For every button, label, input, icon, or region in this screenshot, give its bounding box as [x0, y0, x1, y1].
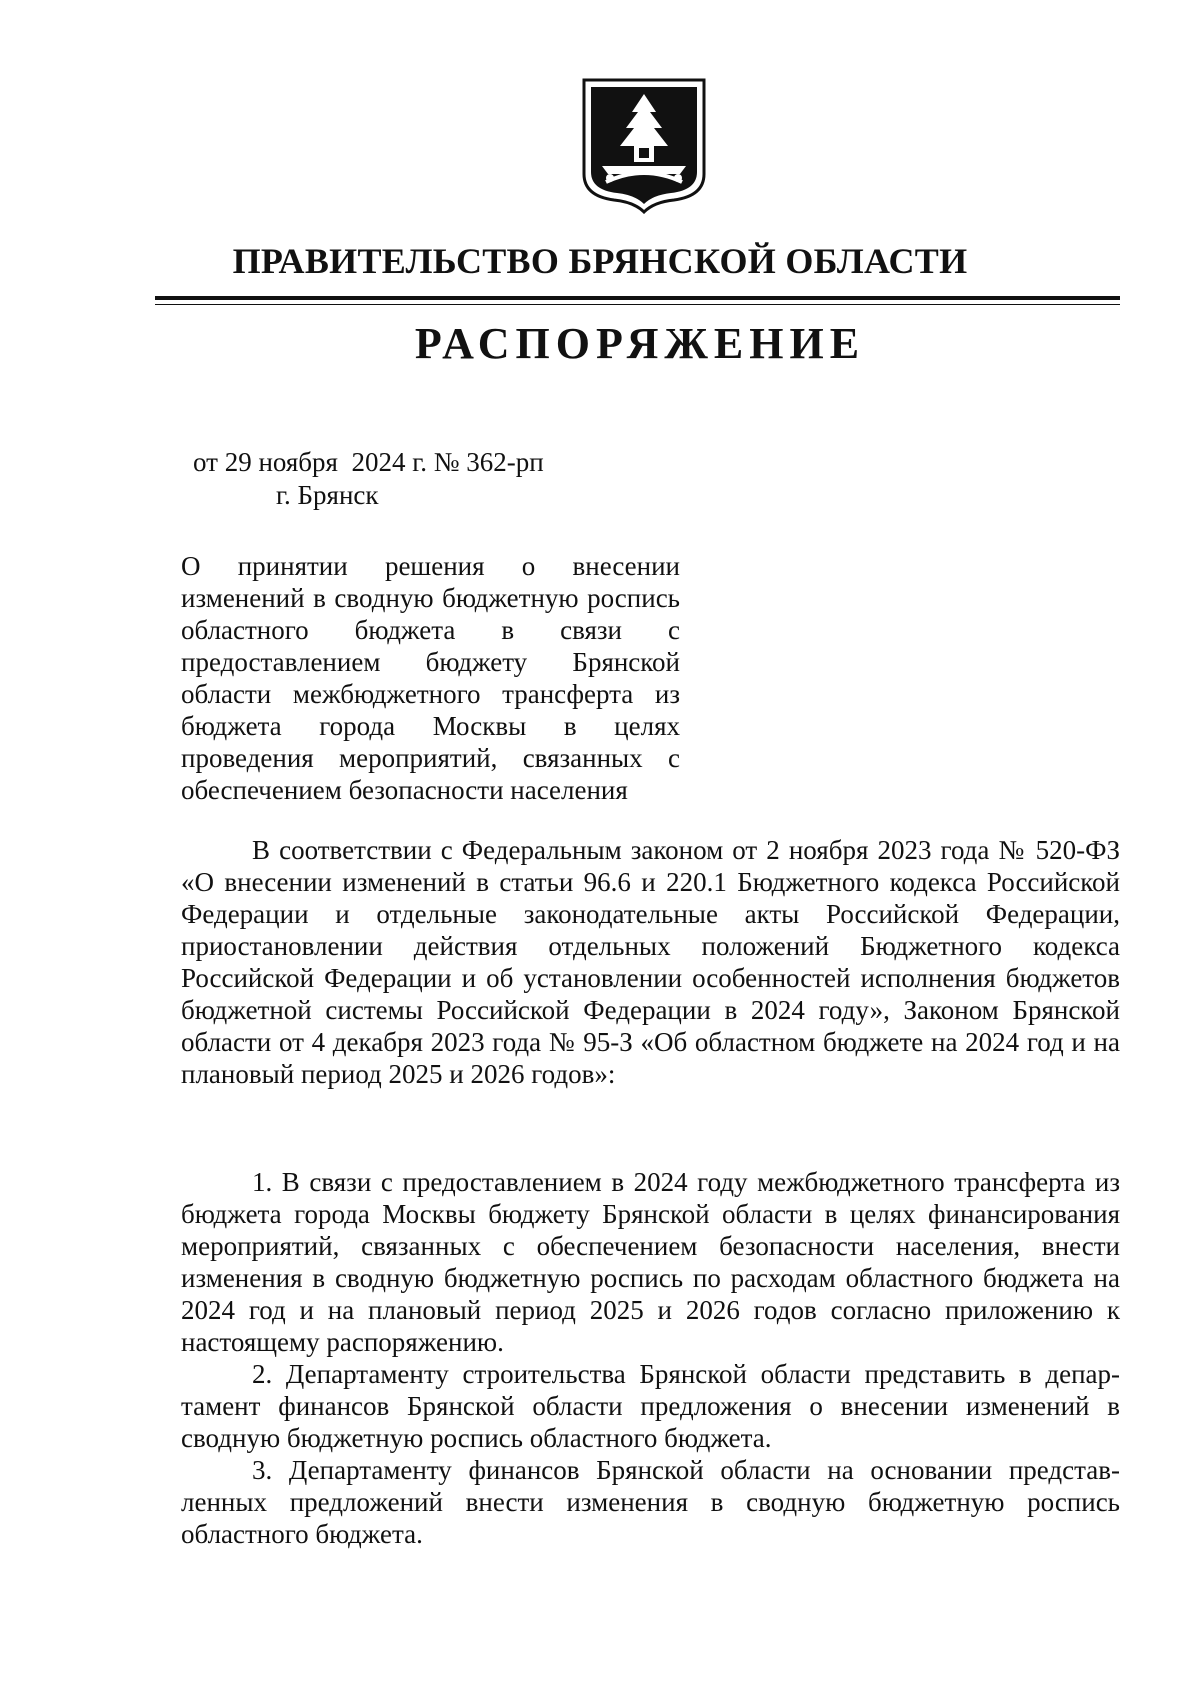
header-rule-thin [155, 304, 1120, 305]
resolution-item-2: 2. Департаменту строительства Брянской области представить в департамент финансов Брянской области предложения о внесении изменений в сводную бюджетную роспись областного бюджета. [181, 1359, 1120, 1453]
document-subject: О принятии решения о внесении изменений в сводную бюджетную роспись областного бюджета в связи с предоставлением бюджету Брянской области межбюджетного трансферта из бюджета города Москвы в целях проведения мероприятий, связанных с обеспечением безопасности населения [181, 551, 680, 805]
date-and-number: от 29 ноября 2024 г. № 362-рп [193, 447, 544, 477]
header-rule-thick [155, 296, 1120, 300]
city: г. Брянск [276, 480, 379, 510]
resolution-item-3: 3. Департаменту финансов Брянской области на основании представленных предложений внести изменения в сводную бюджетную роспись областного бюджета. [181, 1455, 1120, 1549]
resolution-item-1: 1. В связи с предоставлением в 2024 году межбюджетного трансферта из бюджета города Москвы бюджету Брянской области в целях финансирования мероприятий, связанных с обеспечением безопасности населения, внести изменения в сводную бюджетную роспись по расходам областного бюджета на 2024 год и на плановый период 2025 и 2026 годов согласно приложению к настоящему распоряжению. [181, 1167, 1120, 1357]
preamble [181, 834, 1120, 1090]
bryansk-coat-of-arms-icon [582, 78, 706, 214]
document-type-title: РАСПОРЯЖЕНИЕ [414, 319, 866, 368]
government-title: ПРАВИТЕЛЬСТВО БРЯНСКОЙ ОБЛАСТИ [232, 241, 968, 281]
preamble-paragraph: В соответствии с Федеральным законом от 2 ноября 2023 года № 520-ФЗ «О внесении изменений в статьи 96.6 и 220.1 Бюджетного кодекса Российской Федерации и отдельные законодательные акты Российской Федерации, приостановлении действия отдельных положений Бюджетного кодекса Российской Федерации и об установлении особенностей исполнения бюджетов бюджетной системы Российской Федерации в 2024 году», Законом Брянской области от 4 декабря 2023 года № 95-З «Об областном бюджете на 2024 год и на плановый период 2025 и 2026 годов»: [181, 835, 1120, 1089]
resolution-items [181, 1166, 1120, 1550]
